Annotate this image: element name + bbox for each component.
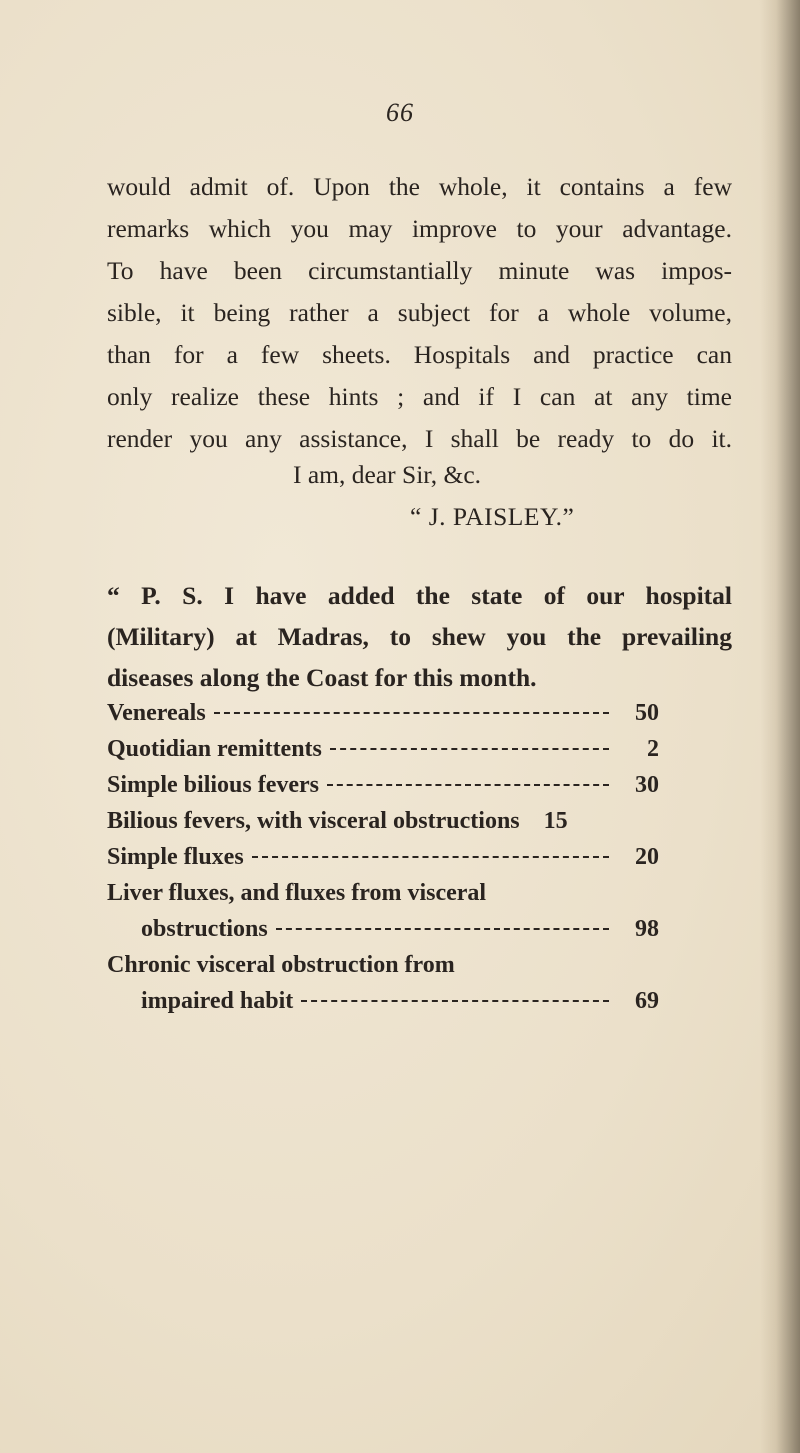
dot-leader: [214, 712, 609, 714]
disease-label: Bilious fevers, with visceral obstructions: [107, 808, 520, 834]
table-row: [107, 844, 659, 880]
disease-count: 2: [647, 736, 659, 762]
dot-leader: [327, 784, 609, 786]
disease-label: Venereals: [107, 700, 206, 726]
disease-count: 50: [635, 700, 659, 726]
letter-line: than for a few sheets. Hospitals and practice can: [107, 340, 732, 369]
dot-leader: [330, 748, 609, 750]
disease-count: 20: [635, 844, 659, 870]
disease-label: Quotidian remittents: [107, 736, 322, 762]
postscript-line: diseases along the Coast for this month.: [107, 663, 537, 692]
disease-label: impaired habit: [141, 988, 294, 1014]
dot-leader: [252, 856, 609, 858]
disease-count: 98: [635, 916, 659, 942]
table-row: [107, 772, 659, 808]
letter-line: render you any assistance, I shall be ready to do it.: [107, 424, 732, 453]
dot-leader: [301, 1000, 609, 1002]
letter-line: would admit of. Upon the whole, it contains a few: [107, 172, 732, 201]
table-row: [107, 988, 659, 1024]
disease-label: Liver fluxes, and fluxes from visceral: [107, 880, 487, 906]
table-row: [107, 952, 659, 988]
postscript-line: “ P. S. I have added the state of our hospital: [107, 581, 732, 610]
letter-line: remarks which you may improve to your advantage.: [107, 214, 732, 243]
disease-label: Simple bilious fevers: [107, 772, 320, 798]
disease-count: 30: [635, 772, 659, 798]
postscript: [107, 575, 732, 698]
page-number: 66: [386, 98, 414, 127]
disease-table: [107, 700, 659, 1024]
disease-count: 69: [635, 988, 659, 1014]
letter-line: sible, it being rather a subject for a whole volume,: [107, 298, 732, 327]
dot-leader: [276, 928, 609, 930]
disease-label: Chronic visceral obstruction from: [107, 952, 455, 978]
letter-body: [107, 166, 732, 460]
disease-label: obstructions: [141, 916, 268, 942]
table-row: [107, 916, 659, 952]
table-row: [107, 736, 659, 772]
table-row: [107, 700, 659, 736]
letter-closing: I am, dear Sir, &c.: [293, 460, 482, 489]
letter-signature: “ J. PAISLEY.”: [410, 502, 575, 531]
letter-line: To have been circumstantially minute was impos-: [107, 256, 732, 285]
disease-label: Simple fluxes: [107, 844, 244, 870]
table-row: [107, 808, 659, 844]
disease-count: 15: [543, 808, 568, 834]
postscript-line: (Military) at Madras, to shew you the prevailing: [107, 622, 732, 651]
table-row: [107, 880, 659, 916]
page-edge-shadow: [760, 0, 800, 1453]
letter-line: only realize these hints ; and if I can at any time: [107, 382, 732, 411]
